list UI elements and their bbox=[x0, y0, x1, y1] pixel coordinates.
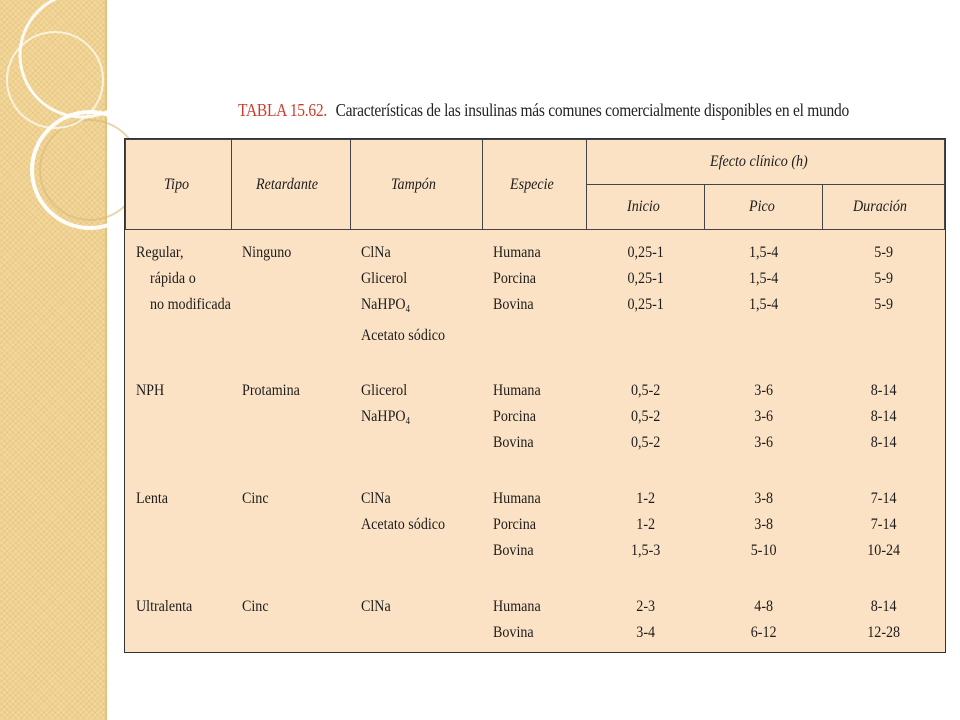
cell-inicio bbox=[587, 230, 705, 369]
cell-tipo bbox=[126, 230, 232, 369]
cell-especie-line: Bovina bbox=[492, 296, 534, 313]
insulin-table bbox=[125, 139, 945, 654]
cell-tampon-line: Acetato sódico bbox=[360, 327, 445, 344]
cell-pico-line: 1,5-4 bbox=[748, 270, 779, 287]
cell-especie-line: Porcina bbox=[492, 408, 536, 425]
cell-tipo-line: no modificada bbox=[149, 296, 231, 313]
cell-duracion-line: 7-14 bbox=[870, 490, 897, 507]
cell-duracion-line: 8-14 bbox=[870, 382, 897, 399]
cell-pico-line: 1,5-4 bbox=[748, 296, 779, 313]
cell-tipo bbox=[126, 584, 232, 654]
insulin-table-container bbox=[124, 138, 946, 653]
cell-tampon bbox=[351, 368, 483, 476]
cell-pico-line: 3-6 bbox=[754, 408, 773, 425]
cell-retardante bbox=[232, 230, 351, 369]
cell-especie-line: Humana bbox=[492, 382, 541, 399]
table-body bbox=[126, 230, 945, 655]
header-pico: Pico bbox=[705, 185, 823, 230]
cell-duracion-line: 5-9 bbox=[874, 296, 893, 313]
cell-especie-line: Bovina bbox=[492, 434, 534, 451]
table-row bbox=[126, 368, 945, 476]
cell-retardante-line: Cinc bbox=[241, 598, 269, 615]
cell-pico-line: 4-8 bbox=[754, 598, 773, 615]
cell-duracion-line: 7-14 bbox=[870, 516, 897, 533]
cell-tampon-line: NaHPO$_4$ bbox=[360, 408, 410, 427]
cell-inicio bbox=[587, 476, 705, 584]
cell-especie-line: Bovina bbox=[492, 624, 534, 641]
cell-tampon-line: NaHPO$_4$ bbox=[360, 296, 410, 315]
cell-tipo-line: Regular, bbox=[135, 244, 184, 261]
cell-pico-line: 3-8 bbox=[754, 516, 773, 533]
cell-pico bbox=[705, 230, 823, 369]
table-caption bbox=[238, 100, 849, 121]
cell-inicio-line: 0,25-1 bbox=[627, 270, 664, 287]
cell-retardante bbox=[232, 368, 351, 476]
cell-duracion-line: 8-14 bbox=[870, 598, 897, 615]
table-row bbox=[126, 476, 945, 584]
header-retardante: Retardante bbox=[232, 140, 351, 230]
cell-duracion-line: 5-9 bbox=[874, 270, 893, 287]
cell-tampon-line: Glicerol bbox=[360, 382, 407, 399]
cell-retardante-line: Protamina bbox=[241, 382, 300, 399]
cell-tipo-line: rápida o bbox=[149, 270, 196, 287]
cell-inicio bbox=[587, 368, 705, 476]
cell-duracion bbox=[823, 230, 945, 369]
cell-inicio-line: 2-3 bbox=[636, 598, 655, 615]
cell-tipo-line: NPH bbox=[135, 382, 164, 399]
cell-duracion bbox=[823, 368, 945, 476]
cell-inicio bbox=[587, 584, 705, 654]
cell-inicio-line: 1-2 bbox=[636, 516, 655, 533]
cell-especie bbox=[483, 368, 587, 476]
cell-especie-line: Humana bbox=[492, 598, 541, 615]
cell-retardante bbox=[232, 476, 351, 584]
header-efecto-clinico: Efecto clínico (h) bbox=[587, 140, 945, 185]
cell-pico-line: 1,5-4 bbox=[748, 244, 779, 261]
cell-pico-line: 3-6 bbox=[754, 434, 773, 451]
cell-tampon-line: Acetato sódico bbox=[360, 516, 445, 533]
cell-inicio-line: 0,5-2 bbox=[630, 408, 661, 425]
decorative-side-strip bbox=[0, 0, 107, 720]
cell-tipo-line: Ultralenta bbox=[135, 598, 192, 615]
table-row bbox=[126, 584, 945, 654]
cell-tampon bbox=[351, 230, 483, 369]
cell-especie-line: Porcina bbox=[492, 270, 536, 287]
cell-duracion bbox=[823, 584, 945, 654]
cell-inicio-line: 0,25-1 bbox=[627, 244, 664, 261]
cell-inicio-line: 3-4 bbox=[636, 624, 655, 641]
cell-tipo bbox=[126, 368, 232, 476]
cell-pico bbox=[705, 368, 823, 476]
cell-pico-line: 3-8 bbox=[754, 490, 773, 507]
cell-pico-line: 6-12 bbox=[750, 624, 777, 641]
cell-retardante-line: Ninguno bbox=[241, 244, 291, 261]
cell-retardante bbox=[232, 584, 351, 654]
cell-tampon bbox=[351, 584, 483, 654]
cell-especie bbox=[483, 476, 587, 584]
table-title: Características de las insulinas más comunes comercialmente disponibles en el mundo bbox=[335, 100, 849, 120]
cell-tipo bbox=[126, 476, 232, 584]
cell-duracion-line: 5-9 bbox=[874, 244, 893, 261]
cell-pico bbox=[705, 584, 823, 654]
header-inicio: Inicio bbox=[587, 185, 705, 230]
header-especie: Especie bbox=[483, 140, 587, 230]
cell-especie-line: Porcina bbox=[492, 516, 536, 533]
header-duracion: Duración bbox=[823, 185, 945, 230]
cell-tampon-line: ClNa bbox=[360, 490, 391, 507]
cell-tampon bbox=[351, 476, 483, 584]
header-tipo: Tipo bbox=[126, 140, 232, 230]
cell-tampon-line: ClNa bbox=[360, 598, 391, 615]
cell-inicio-line: 0,25-1 bbox=[627, 296, 664, 313]
cell-pico-line: 5-10 bbox=[750, 542, 777, 559]
cell-especie-line: Humana bbox=[492, 490, 541, 507]
cell-pico bbox=[705, 476, 823, 584]
cell-duracion-line: 10-24 bbox=[867, 542, 900, 559]
cell-duracion-line: 12-28 bbox=[867, 624, 900, 641]
cell-inicio-line: 0,5-2 bbox=[630, 434, 661, 451]
header-tampon: Tampón bbox=[351, 140, 483, 230]
cell-inicio-line: 1-2 bbox=[636, 490, 655, 507]
cell-duracion bbox=[823, 476, 945, 584]
cell-especie-line: Bovina bbox=[492, 542, 534, 559]
cell-pico-line: 3-6 bbox=[754, 382, 773, 399]
cell-especie bbox=[483, 584, 587, 654]
cell-duracion-line: 8-14 bbox=[870, 408, 897, 425]
table-row bbox=[126, 230, 945, 369]
cell-tampon-line: Glicerol bbox=[360, 270, 407, 287]
cell-duracion-line: 8-14 bbox=[870, 434, 897, 451]
table-number: TABLA 15.62. bbox=[238, 100, 327, 120]
cell-tipo-line: Lenta bbox=[135, 490, 168, 507]
cell-tampon-line: ClNa bbox=[360, 244, 391, 261]
cell-inicio-line: 1,5-3 bbox=[630, 542, 661, 559]
cell-especie-line: Humana bbox=[492, 244, 541, 261]
cell-inicio-line: 0,5-2 bbox=[630, 382, 661, 399]
cell-retardante-line: Cinc bbox=[241, 490, 269, 507]
cell-especie bbox=[483, 230, 587, 369]
